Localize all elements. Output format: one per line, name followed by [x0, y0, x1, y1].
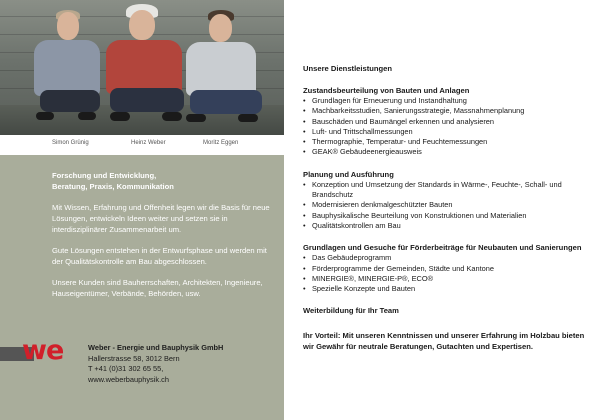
service-list: [303, 180, 588, 231]
list-item: • Thermographie, Temperatur- und Feuchtemessungen: [303, 137, 588, 147]
list-item: • Luft- und Trittschallmessungen: [303, 127, 588, 137]
list-item: • Konzeption und Umsetzung der Standards in Wärme-, Feuchte-, Schall- und Brandschutz: [303, 180, 588, 201]
company-name: Weber - Energie und Bauphysik GmbH: [88, 343, 224, 352]
list-item: • Bauphysikalische Beurteilung von Konstruktionen und Materialien: [303, 211, 588, 221]
team-photo: [0, 0, 284, 135]
company-phone: T +41 (0)31 302 65 55,: [88, 364, 164, 373]
person-right: [182, 10, 266, 132]
contact-block: [88, 343, 223, 385]
advantage-note: Ihr Vorteil: Mit unseren Kenntnissen und unserer Erfahrung im Holzbau bieten wir Gewähr für neutrale Beratungen, Gutachten und Expertisen.: [303, 331, 585, 352]
services-section-assessment: [303, 85, 588, 158]
training-note: Weiterbildung für Ihr Team: [303, 306, 399, 316]
left-panel: [0, 0, 284, 420]
list-item: • Spezielle Konzepte und Bauten: [303, 284, 588, 294]
photo-captions: [0, 135, 284, 155]
intro-paragraph-1: Mit Wissen, Erfahrung und Offenheit legen wir die Basis für neue Lösungen, entwickeln Ideen weiter und setzen sie in interdisziplinärer Zusammenarbeit um.: [52, 203, 270, 234]
section-heading: Planung und Ausführung: [303, 169, 394, 179]
list-item: • Bauschäden und Baumängel erkennen und analysieren: [303, 117, 588, 127]
list-item: • Modernisieren denkmalgeschützter Bauten: [303, 200, 588, 210]
caption-person-2: Heinz Weber: [131, 140, 166, 146]
list-item: • Förderprogramme der Gemeinden, Städte und Kantone: [303, 264, 588, 274]
company-website[interactable]: www.weberbauphysik.ch: [88, 374, 169, 384]
service-list: [303, 96, 588, 158]
section-heading: Grundlagen und Gesuche für Förderbeiträge für Neubauten und Sanierungen: [303, 243, 582, 253]
intro-text: [52, 170, 274, 299]
services-section-planning: [303, 169, 588, 231]
person-left: [32, 8, 104, 133]
caption-person-1: Simon Grünig: [52, 140, 89, 146]
list-item: • Das Gebäudeprogramm: [303, 253, 588, 263]
list-item: • GEAK® Gebäudeenergieausweis: [303, 147, 588, 157]
list-item: • MINERGIE®, MINERGIE-P®, ECO®: [303, 274, 588, 284]
section-heading: Zustandsbeurteilung von Bauten und Anlagen: [303, 86, 470, 95]
services-panel: [303, 63, 588, 352]
list-item: • Qualitätskontrollen am Bau: [303, 221, 588, 231]
intro-heading: Forschung und Entwicklung, Beratung, Praxis, Kommunikation: [52, 171, 174, 191]
services-title: Unsere Dienstleistungen: [303, 64, 393, 73]
person-middle: [104, 4, 188, 134]
services-section-funding: [303, 242, 588, 294]
intro-paragraph-2: Gute Lösungen entstehen in der Entwurfsphase und werden mit der Qualitätskontrolle am Bau abgeschlossen.: [52, 246, 267, 266]
logo-mark-e: e: [46, 335, 65, 366]
intro-paragraph-3: Unsere Kunden sind Bauherrschaften, Architekten, Ingenieure, Hauseigentümer, Verbände, Behörden, usw.: [52, 278, 263, 298]
list-item: • Grundlagen für Erneuerung und Instandhaltung: [303, 96, 588, 106]
company-address: Hallerstrasse 58, 3012 Bern: [88, 353, 180, 363]
logo-mark-w: w: [22, 335, 45, 366]
service-list: [303, 253, 588, 294]
caption-person-3: Moritz Eggen: [203, 140, 239, 146]
list-item: • Machbarkeitsstudien, Sanierungsstrategie, Massnahmenplanung: [303, 106, 588, 116]
